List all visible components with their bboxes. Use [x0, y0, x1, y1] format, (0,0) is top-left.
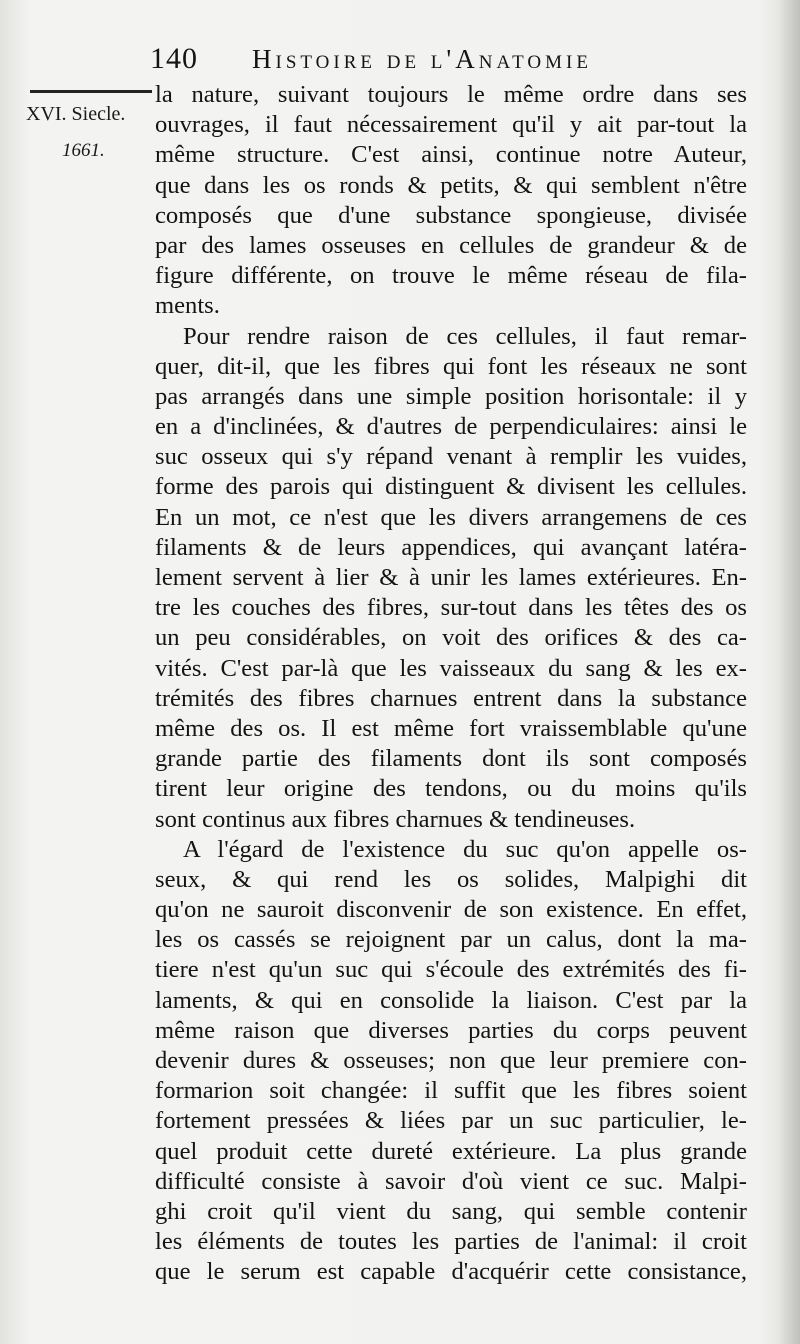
text-line: tiere n'est qu'un suc qui s'écoule des extrémités des fi- — [155, 956, 747, 984]
text-line: qu'on ne sauroit disconvenir de son existence. En effet, — [155, 896, 747, 924]
text-line: A l'égard de l'existence du suc qu'on appelle os- — [183, 835, 747, 863]
text-line: vités. C'est par-là que les vaisseaux du sang & les ex- — [155, 654, 747, 682]
text-line: les os cassés se rejoignent par un calus, dont la ma- — [155, 926, 747, 954]
text-line: devenir dures & osseuses; non que leur premiere con- — [155, 1047, 747, 1074]
text-line: que le serum est capable d'acquérir cette consistance, — [155, 1258, 747, 1286]
text-line: seux, & qui rend les os solides, Malpighi dit — [155, 865, 747, 893]
text-line: que dans les os ronds & petits, & qui semblent n'être — [155, 171, 747, 199]
text-line: composés que d'une substance spongieuse, divisée — [155, 201, 747, 229]
text-line: Pour rendre raison de ces cellules, il faut remar- — [183, 322, 747, 350]
text-line: quel produit cette dureté extérieure. La plus grande — [155, 1137, 747, 1165]
text-line: ghi croit qu'il vient du sang, qui semble contenir — [155, 1197, 747, 1225]
text-line: suc osseux qui s'y répand venant à remplir les vuides, — [155, 443, 747, 471]
text-line: ouvrages, il faut nécessairement qu'il y ait par-tout la — [155, 111, 747, 139]
page-edge-shadow — [778, 0, 800, 1344]
text-line: lement servent à lier & à unir les lames extérieures. En- — [155, 564, 747, 591]
running-title: Histoire de l'Anatomie — [252, 44, 592, 74]
margin-note-year: 1661. — [62, 140, 105, 161]
body-text — [155, 80, 747, 1288]
text-line: les éléments de toutes les parties de l'animal: il croit — [155, 1228, 747, 1256]
text-line: tre les couches des fibres, sur-tout dans les têtes des os — [155, 594, 747, 622]
text-line: figure différente, on trouve le même réseau de fila- — [155, 262, 747, 290]
text-line: difficulté consiste à savoir d'où vient ce suc. Malpi- — [155, 1167, 747, 1195]
text-line: même raison que diverses parties du corps peuvent — [155, 1016, 747, 1044]
text-line: forme des parois qui distinguent & divisent les cellules. — [155, 473, 747, 501]
text-line: fortement pressées & liées par un suc particulier, le- — [155, 1107, 747, 1135]
text-line: trémités des fibres charnues entrent dans la substance — [155, 684, 747, 712]
text-line: même des os. Il est même fort vraissemblable qu'une — [155, 714, 747, 742]
text-line: un peu considérables, on voit des orifices & des ca- — [155, 624, 747, 652]
text-line: sont continus aux fibres charnues & tendineuses. — [155, 805, 636, 833]
text-line: en a d'inclinées, & d'autres de perpendiculaires: ainsi le — [155, 413, 747, 441]
text-line: la nature, suivant toujours le même ordre dans ses — [155, 81, 747, 108]
text-line: par des lames osseuses en cellules de grandeur & de — [155, 231, 747, 259]
text-line: tirent leur origine des tendons, ou du moins qu'ils — [155, 775, 747, 803]
text-line: pas arrangés dans une simple position horisontale: il y — [155, 382, 747, 410]
text-line: même structure. C'est ainsi, continue notre Auteur, — [155, 141, 747, 169]
margin-note-century: XVI. Siecle. — [26, 103, 126, 125]
text-line: filaments & de leurs appendices, qui avançant latéra- — [155, 533, 747, 561]
text-line: quer, dit-il, que les fibres qui font les réseaux ne sont — [155, 352, 747, 380]
text-line: En un mot, ce n'est que les divers arrangemens de ces — [155, 503, 747, 531]
page-number: 140 — [150, 42, 198, 75]
page-header — [150, 42, 670, 78]
text-line: ments. — [155, 292, 220, 320]
margin-rule — [30, 90, 152, 93]
text-line: formarion soit changée: il suffit que les fibres soient — [155, 1077, 747, 1105]
text-line: laments, & qui en consolide la liaison. C'est par la — [155, 986, 747, 1014]
text-line: grande partie des filaments dont ils sont composés — [155, 745, 747, 773]
